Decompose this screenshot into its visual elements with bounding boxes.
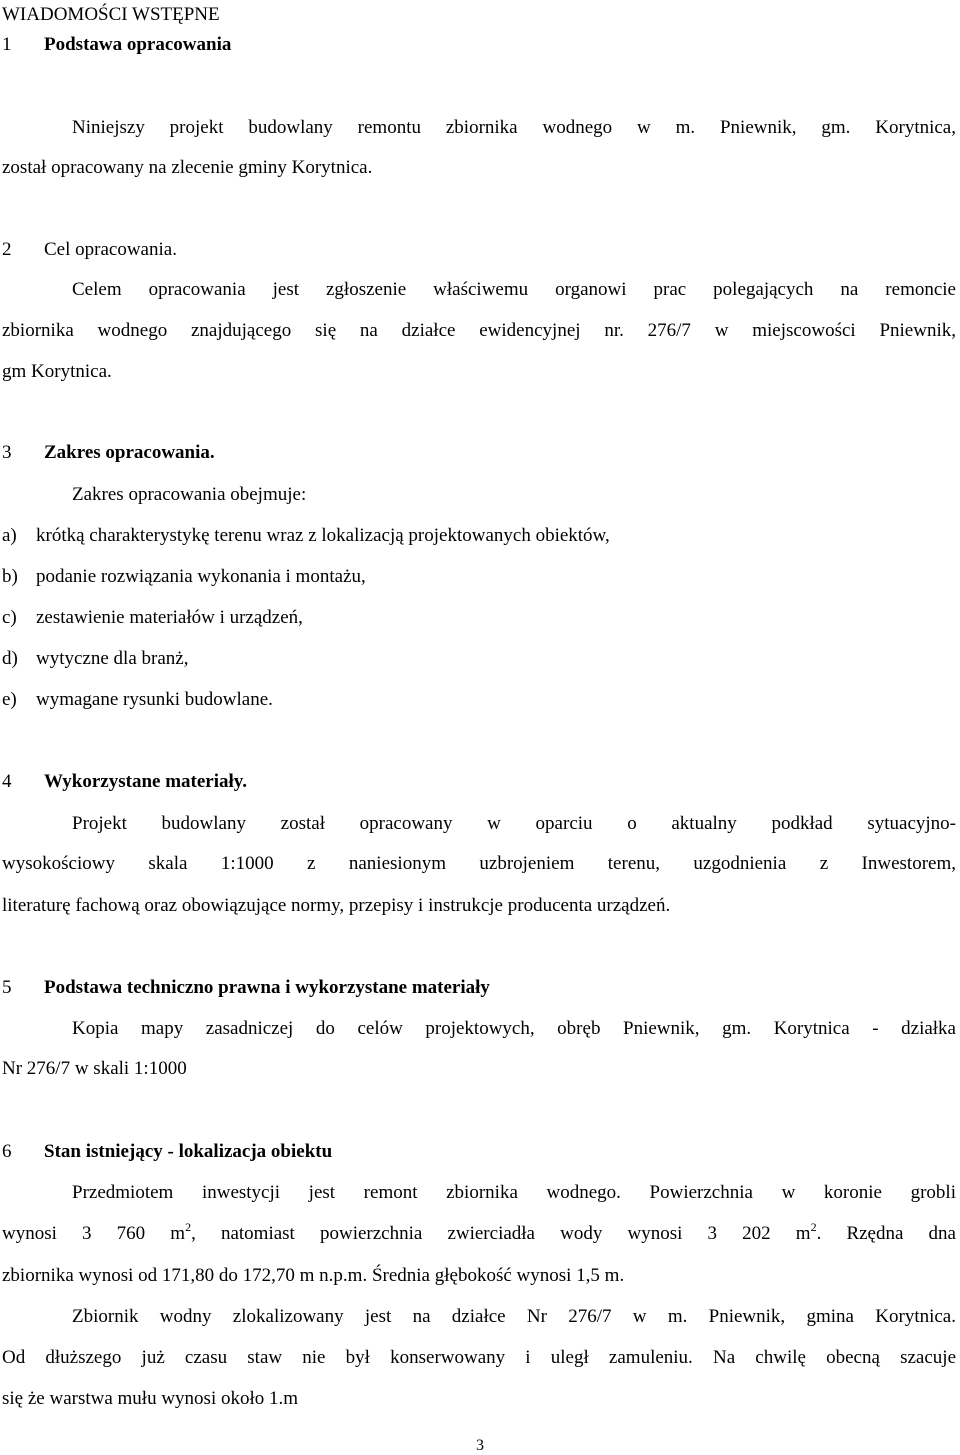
list-item [2,689,273,711]
list-item-marker: b) [2,566,18,587]
list-item [2,525,610,547]
section-4-line-2: wysokościowy skala 1:1000 z naniesionym uzbrojeniem terenu, uzgodnienia z Inwestorem, [2,853,956,874]
section-6-line-4: Zbiornik wodny zlokalizowany jest na działce Nr 276/7 w m. Pniewnik, gmina Korytnica. [72,1306,956,1327]
section-6-line-1: Przedmiotem inwestycji jest remont zbiornika wodnego. Powierzchnia w koronie grobli [72,1182,956,1203]
section-2-title: Cel opracowania. [44,239,177,260]
section-1-title: Podstawa opracowania [44,34,232,55]
section-2-line-2: zbiornika wodnego znajdującego się na działce ewidencyjnej nr. 276/7 w miejscowości Pniewnik, [2,320,956,341]
section-6-line-2-part-a: wynosi 3 760 m [2,1223,186,1244]
section-6-title: Stan istniejący - lokalizacja obiektu [44,1141,333,1162]
section-2-heading [2,239,177,261]
list-item-text: wytyczne dla branż, [36,648,189,669]
section-1-line-2: został opracowany na zlecenie gminy Korytnica. [2,157,373,178]
section-6-line-2-part-b: , natomiast powierzchnia zwierciadła wody wynosi 3 202 m [191,1223,811,1244]
section-5-heading [2,977,490,999]
document-header: WIADOMOŚCI WSTĘPNE [2,4,220,25]
section-6-line-6: się że warstwa mułu wynosi około 1.m [2,1388,299,1409]
list-item-text: zestawienie materiałów i urządzeń, [36,607,303,628]
list-item-text: krótką charakterystykę terenu wraz z lokalizacją projektowanych obiektów, [36,525,610,546]
list-item-marker: c) [2,607,17,628]
section-4-line-3: literaturę fachową oraz obowiązujące normy, przepisy i instrukcje producenta urządzeń. [2,895,671,916]
section-4-line-1: Projekt budowlany został opracowany w oparciu o aktualny podkład sytuacyjno- [72,813,956,834]
list-item-marker: e) [2,689,17,710]
section-1-heading [2,34,231,56]
list-item [2,566,366,588]
section-5-line-1: Kopia mapy zasadniczej do celów projektowych, obręb Pniewnik, gm. Korytnica - działka [72,1018,956,1039]
superscript-2: 2 [810,1220,817,1234]
section-4-title: Wykorzystane materiały. [44,771,247,792]
section-5-line-2: Nr 276/7 w skali 1:1000 [2,1058,187,1079]
section-3-title: Zakres opracowania. [44,442,215,463]
section-6-line-3: zbiornika wynosi od 171,80 do 172,70 m n.p.m. Średnia głębokość wynosi 1,5 m. [2,1265,625,1286]
list-item [2,607,303,629]
section-1-line-1: Niniejszy projekt budowlany remontu zbiornika wodnego w m. Pniewnik, gm. Korytnica, [72,117,956,138]
list-item-marker: a) [2,525,17,546]
page-number: 3 [476,1437,484,1454]
section-2-line-3: gm Korytnica. [2,361,112,382]
section-4-heading [2,771,247,793]
list-item-text: podanie rozwiązania wykonania i montażu, [36,566,366,587]
section-6-number: 6 [2,1141,12,1162]
section-2-line-1: Celem opracowania jest zgłoszenie właściwemu organowi prac polegających na remoncie [72,279,956,300]
section-6-line-2 [2,1220,956,1245]
section-2-number: 2 [2,239,12,260]
section-6-heading [2,1141,332,1163]
superscript-2: 2 [185,1220,192,1234]
section-6-line-5: Od dłuższego już czasu staw nie był konserwowany i uległ zamuleniu. Na chwilę obecną szacuje [2,1347,956,1368]
section-5-number: 5 [2,977,12,998]
section-3-intro: Zakres opracowania obejmuje: [72,484,307,505]
list-item-marker: d) [2,648,18,669]
section-3-number: 3 [2,442,12,463]
list-item-text: wymagane rysunki budowlane. [36,689,273,710]
section-5-title: Podstawa techniczno prawna i wykorzystane materiały [44,977,490,998]
list-item [2,648,188,670]
section-4-number: 4 [2,771,12,792]
section-3-heading [2,442,215,464]
section-6-line-2-part-c: . Rzędna dna [816,1223,956,1244]
section-1-number: 1 [2,34,12,55]
